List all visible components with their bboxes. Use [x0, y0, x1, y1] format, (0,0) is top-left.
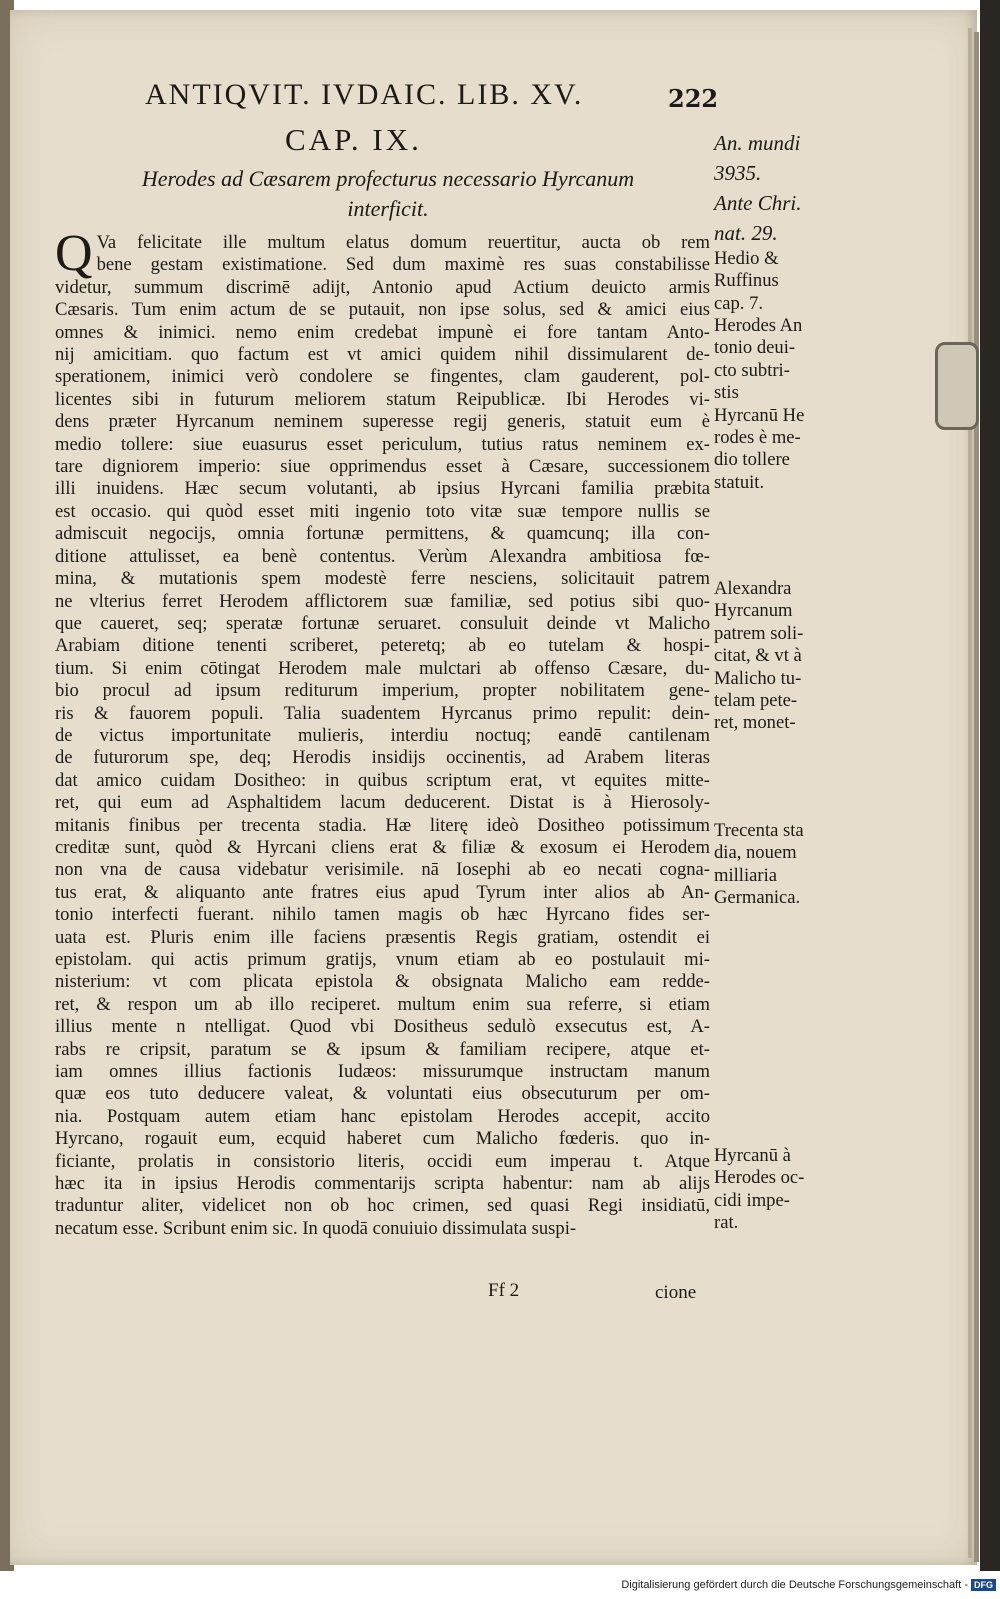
margin-line: ret, monet-	[714, 712, 796, 734]
margin-note-trecenta	[714, 820, 839, 910]
text-line: ris & fauorem populi. Talia suadentem Hyrcanus primo repulit: dein-	[55, 702, 710, 724]
body-lines	[55, 225, 710, 1240]
text-line: mina, & mutationis spem modestè ferre nesciens, solicitauit patrem	[55, 568, 710, 590]
text-line: dat amico cuidam Dositheo: in quibus scriptum erat, vt equites mitte-	[55, 769, 710, 791]
digitization-credit	[600, 1579, 996, 1591]
margin-line: cto subtri-	[714, 359, 790, 381]
text-line: Arabiam ditione tenenti scriberet, peteretq; ab eo tutelam & hospi-	[55, 635, 710, 657]
text-line: dens præter Hyrcanum neminem superesse regij generis, statuit eum è	[55, 411, 710, 433]
dfg-logo: DFG	[971, 1579, 996, 1591]
chapter-heading: CAP. IX.	[285, 122, 422, 157]
text-line: nia. Postquam autem etiam hanc epistolam Herodes accepit, accito	[55, 1105, 710, 1127]
text-line: Va felicitate ille multum elatus domum reuertitur, aucta ob rem	[96, 232, 710, 253]
text-line: creditæ sunt, quòd & Hyrcani cliens erat & filiæ & exosum ei Herodem	[55, 836, 710, 858]
text-line: ficiante, prolatis in consistorio literis, occidi eum imperau t. Atque	[55, 1150, 710, 1172]
text-line: necatum esse. Scribunt enim sic. In quodā conuiuio dissimulata suspi-	[55, 1217, 577, 1239]
text-line: non vna de causa videbatur verisimile. nā Iosephi ab eo necati cogna-	[55, 859, 710, 881]
margin-line: Ante Chri.	[714, 191, 802, 215]
margin-line: Alexandra	[714, 578, 792, 599]
text-line: Hyrcano, rogauit eum, ecquid haberet cum Malicho fœderis. quo in-	[55, 1128, 710, 1150]
text-line: mitanis finibus per trecenta stadia. Hæ literę ideò Dositheo potissimum	[55, 814, 710, 836]
margin-line: Trecenta sta	[714, 820, 804, 841]
text-line: nisterium: vt com plicata epistola & obsignata Malicho eam redde-	[55, 971, 710, 993]
text-line: ret, & respon um ab illo reciperet. multum enim sua referre, si etiam	[55, 993, 710, 1015]
margin-line: patrem soli-	[714, 622, 804, 644]
margin-line: 3935.	[714, 161, 762, 185]
margin-line: dia, nouem	[714, 842, 797, 864]
text-line: traduntur aliter, videlicet non ob hoc crimen, sed quasi Regi insidiatū,	[55, 1195, 710, 1217]
margin-note-hyrcanus	[714, 1145, 839, 1235]
text-line: illius mente n ntelligat. Quod vbi Dositheus sedulò exsecutus est, A-	[55, 1016, 710, 1038]
margin-line: telam pete-	[714, 690, 798, 712]
text-line: que caueret, seq; speratæ fortunæ seruaret. consuluit deinde vt Malicho	[55, 612, 710, 634]
body-text	[55, 225, 710, 1240]
margin-line: cidi impe-	[714, 1189, 790, 1211]
text-line: hæc ita in ipsius Herodis commentarijs scripta habentur: nam ab alijs	[55, 1173, 710, 1195]
margin-line: nat. 29.	[714, 221, 778, 245]
margin-line: Malicho tu-	[714, 667, 802, 689]
text-line: ne vlterius ferret Herodem afflictorem suæ familiæ, sed potius sibi quo-	[55, 590, 710, 612]
margin-line: Ruffinus	[714, 270, 779, 292]
margin-line: Germanica.	[714, 887, 801, 909]
text-line: ditione attulisset, ea benè contentus. Verùm Alexandra ambitiosa fœ-	[55, 545, 710, 567]
margin-line: Herodes An	[714, 315, 803, 336]
margin-line: Hedio &	[714, 248, 779, 269]
text-line: de futurorum spe, deq; Herodis insidijs occinentis, ad Arabem literas	[55, 747, 710, 769]
margin-authors-note	[714, 248, 839, 315]
margin-line: Hyrcanū à	[714, 1145, 791, 1166]
text-line: illi inuidens. Hæc secum volutanti, ab ipsius Hyrcani familia præbita	[55, 478, 710, 500]
running-head: ANTIQVIT. IVDAIC. LIB. XV.	[145, 78, 584, 111]
book-edge	[980, 0, 1000, 1571]
margin-line: citat, & vt à	[714, 645, 802, 667]
text-line: videtur, summum discrimē adijt, Antonio apud Actium deuicto armis	[55, 276, 710, 298]
text-line: ret, qui eum ad Asphaltidem lacum deducerent. Distat is à Hierosoly-	[55, 792, 710, 814]
text-line: admiscuit negocijs, omnia fortunæ permittens, & quamcunq; illa con-	[55, 523, 710, 545]
text-line: Cæsaris. Tum enim actum de se putauit, non ipse solus, sed & amici eius	[55, 299, 710, 321]
text-line: licentes sibi in futurum meliorem statum Reipublicæ. Ibi Herodes vi-	[55, 388, 710, 410]
drop-cap: Q	[55, 225, 93, 282]
margin-line: statuit.	[714, 471, 765, 493]
text-line: sperationem, inimici verò condolere se fingentes, clam gauderent, pol-	[55, 366, 710, 388]
chapter-summary: Herodes ad Cæsarem profecturus necessario Hyrcanum interficit.	[141, 166, 635, 221]
margin-line: Herodes oc-	[714, 1167, 805, 1189]
text-line: tus erat, & aliquanto ante fratres eius apud Tyrum inter alios ab An-	[55, 881, 710, 903]
catchword: cione	[655, 1282, 697, 1303]
credit-text: Digitalisierung gefördert durch die Deutsche Forschungsgemeinschaft -	[621, 1579, 968, 1591]
text-line: nij amicitiam. quo factum est vt amici quidem nihil dissimularent de-	[55, 344, 710, 366]
margin-line: rat.	[714, 1212, 739, 1234]
text-line: de victus importunitate mulieris, interdiu noctuq; eandē cantilenam	[55, 724, 710, 746]
margin-line: dio tollere	[714, 449, 790, 471]
margin-note-alexandra	[714, 578, 839, 735]
margin-note-herodes	[714, 315, 839, 494]
bookmark-clip	[935, 342, 979, 430]
text-line: tare digniorem imperio: siue opprimendus esset à Cæsare, successionem	[55, 456, 710, 478]
margin-line: cap. 7.	[714, 292, 764, 314]
page-edge	[968, 28, 972, 1558]
text-line: medio tollere: siue euasurus esset periculum, tutius ratus neminem ex-	[55, 433, 710, 455]
text-line: iam omnes illius factionis Iudæos: missurumque instructam manum	[55, 1061, 710, 1083]
margin-line: rodes è me-	[714, 427, 801, 449]
margin-line: Hyrcanum	[714, 600, 793, 622]
text-line: est occasio. qui quòd esset miti ingenio toto vitæ suæ tempore nullis se	[55, 500, 710, 522]
text-line: omnes & inimici. nemo enim credebat impunè ei fore tantam Anto-	[55, 321, 710, 343]
margin-line: milliaria	[714, 864, 777, 886]
margin-year-note	[714, 128, 839, 248]
margin-line: An. mundi	[714, 131, 801, 155]
text-line: bio procul ad ipsum rediturum imperium, propter nobilitatem gene-	[55, 680, 710, 702]
text-line: bene gestam existimatione. Sed dum maximè res suas constabilisse	[96, 254, 710, 276]
text-line: tonio interfecti fuerant. nihilo tamen magis ob hæc Hyrcano fides ser-	[55, 904, 710, 926]
signature-mark: Ff 2	[488, 1280, 520, 1301]
text-line: rabs re cripsit, paratum se & ipsum & familiam recipere, atque et-	[55, 1038, 710, 1060]
text-line: epistolam. qui actis primum gratijs, vnum etiam ab eo postulauit mi-	[55, 949, 710, 970]
text-line: quæ eos tuto deducere valeat, & voluntati eius obsecuturum per om-	[55, 1083, 710, 1105]
text-line: uata est. Pluris enim ille faciens præsentis Regis gratiam, ostendit ei	[55, 926, 710, 948]
margin-line: tonio deui-	[714, 337, 796, 359]
page-edge	[974, 32, 979, 1562]
margin-line: stis	[714, 382, 739, 404]
page-number: 222	[668, 84, 719, 113]
text-line: tium. Si enim cōtingat Herodem male mulctari ab offenso Cæsare, du-	[55, 657, 710, 679]
margin-line: Hyrcanū He	[714, 404, 805, 426]
